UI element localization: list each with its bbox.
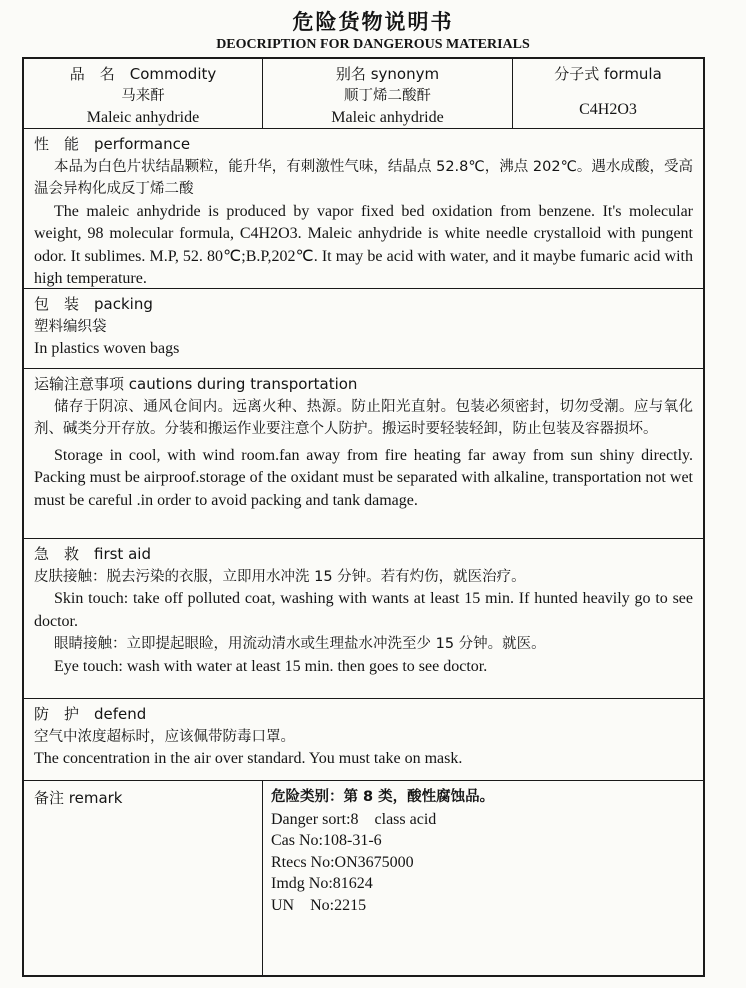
formula-cell (512, 59, 703, 128)
performance-en: The maleic anhydride is produced by vapor fixed bed oxidation from benzene. It's molecular weight, 98 molecular formula, C4H2O3. Maleic anhydride is white needle crystalloid with pungent odor. It sublimes. M.P, 52. 80℃;B.P,202℃. It may be acid with water, and it maybe fumaric acid with high temperature. (34, 202, 693, 287)
synonym-label: 别名 synonym (335, 65, 440, 83)
skin-touch-en: Skin touch: take off polluted coat, washing with wants at least 15 min. If hunted heavily go to see doctor. (34, 590, 693, 630)
skin-touch-cn: 皮肤接触：脱去污染的衣服，立即用水冲洗 15 分钟。若有灼伤，就医治疗。 (34, 568, 526, 585)
defend-label: 防 护 defend (34, 705, 147, 723)
defend-section (24, 699, 703, 781)
commodity-en: Maleic anhydride (86, 109, 200, 126)
un-number: UN No:2215 (271, 896, 367, 914)
formula-label: 分子式 formula (554, 65, 662, 83)
materials-sheet (22, 57, 705, 977)
document-title: 危险货物说明书 (292, 10, 454, 34)
header-row (24, 59, 703, 129)
defend-cn: 空气中浓度超标时，应该佩带防毒口罩。 (34, 728, 295, 745)
eye-touch-en: Eye touch: wash with water at least 15 min. then goes to see doctor. (54, 657, 488, 675)
formula-value: C4H2O3 (579, 101, 637, 118)
rtecs-number: Rtecs No:ON3675000 (271, 853, 414, 871)
remark-label: 备注 remark (34, 789, 123, 807)
synonym-cn: 顺丁烯二酸酐 (344, 88, 431, 104)
defend-en: The concentration in the air over standard. You must take on mask. (34, 750, 463, 767)
remark-content-cell (262, 781, 703, 975)
packing-cn: 塑料编织袋 (34, 318, 107, 335)
commodity-label: 品 名 Commodity (69, 65, 217, 83)
eye-touch-cn: 眼睛接触：立即提起眼睑，用流动清水或生理盐水冲洗至少 15 分钟。就医。 (54, 636, 546, 652)
transport-label: 运输注意事项 cautions during transportation (34, 375, 358, 393)
synonym-en: Maleic anhydride (331, 109, 444, 126)
cas-number: Cas No:108-31-6 (271, 832, 382, 849)
transport-cn: 储存于阴凉、通风仓间内。远离火种、热源。防止阳光直射。包装必须密封，切勿受潮。应与氧化剂、碱类分开存放。分装和搬运作业要注意个人防护。搬运时要轻装轻卸，防止包装及容器损坏。 (34, 398, 693, 437)
transport-en: Storage in cool, with wind room.fan away from fire heating far away from sun shiny directly. Packing must be airproof.storage of the oxidant must be separated with alkaline, transportation not wet must be careful .in order to avoid packing and tank damage. (34, 446, 693, 509)
packing-label: 包 装 packing (34, 295, 153, 313)
danger-class-cn: 危险类别：第 8 类，酸性腐蚀品。 (271, 789, 495, 805)
danger-sort: Danger sort:8 class acid (271, 810, 437, 828)
document-subtitle: DEOCRIPTION FOR DANGEROUS MATERIALS (216, 37, 530, 52)
remark-label-cell (24, 781, 262, 975)
packing-section (24, 289, 703, 369)
commodity-cn: 马来酐 (121, 88, 165, 104)
performance-cn: 本品为白色片状结晶颗粒，能升华，有刺激性气味，结晶点 52.8℃，沸点 202℃。遇水成酸，受高温会异构化成反丁烯二酸 (34, 158, 693, 197)
first-aid-section (24, 539, 703, 699)
remark-section (24, 781, 703, 975)
first-aid-label: 急 救 first aid (34, 545, 151, 563)
imdg-number: Imdg No:81624 (271, 875, 373, 892)
transport-section (24, 369, 703, 539)
packing-en: In plastics woven bags (34, 340, 180, 357)
synonym-cell (262, 59, 512, 128)
performance-section (24, 129, 703, 289)
commodity-cell (24, 59, 262, 128)
performance-label: 性 能 performance (34, 135, 191, 153)
